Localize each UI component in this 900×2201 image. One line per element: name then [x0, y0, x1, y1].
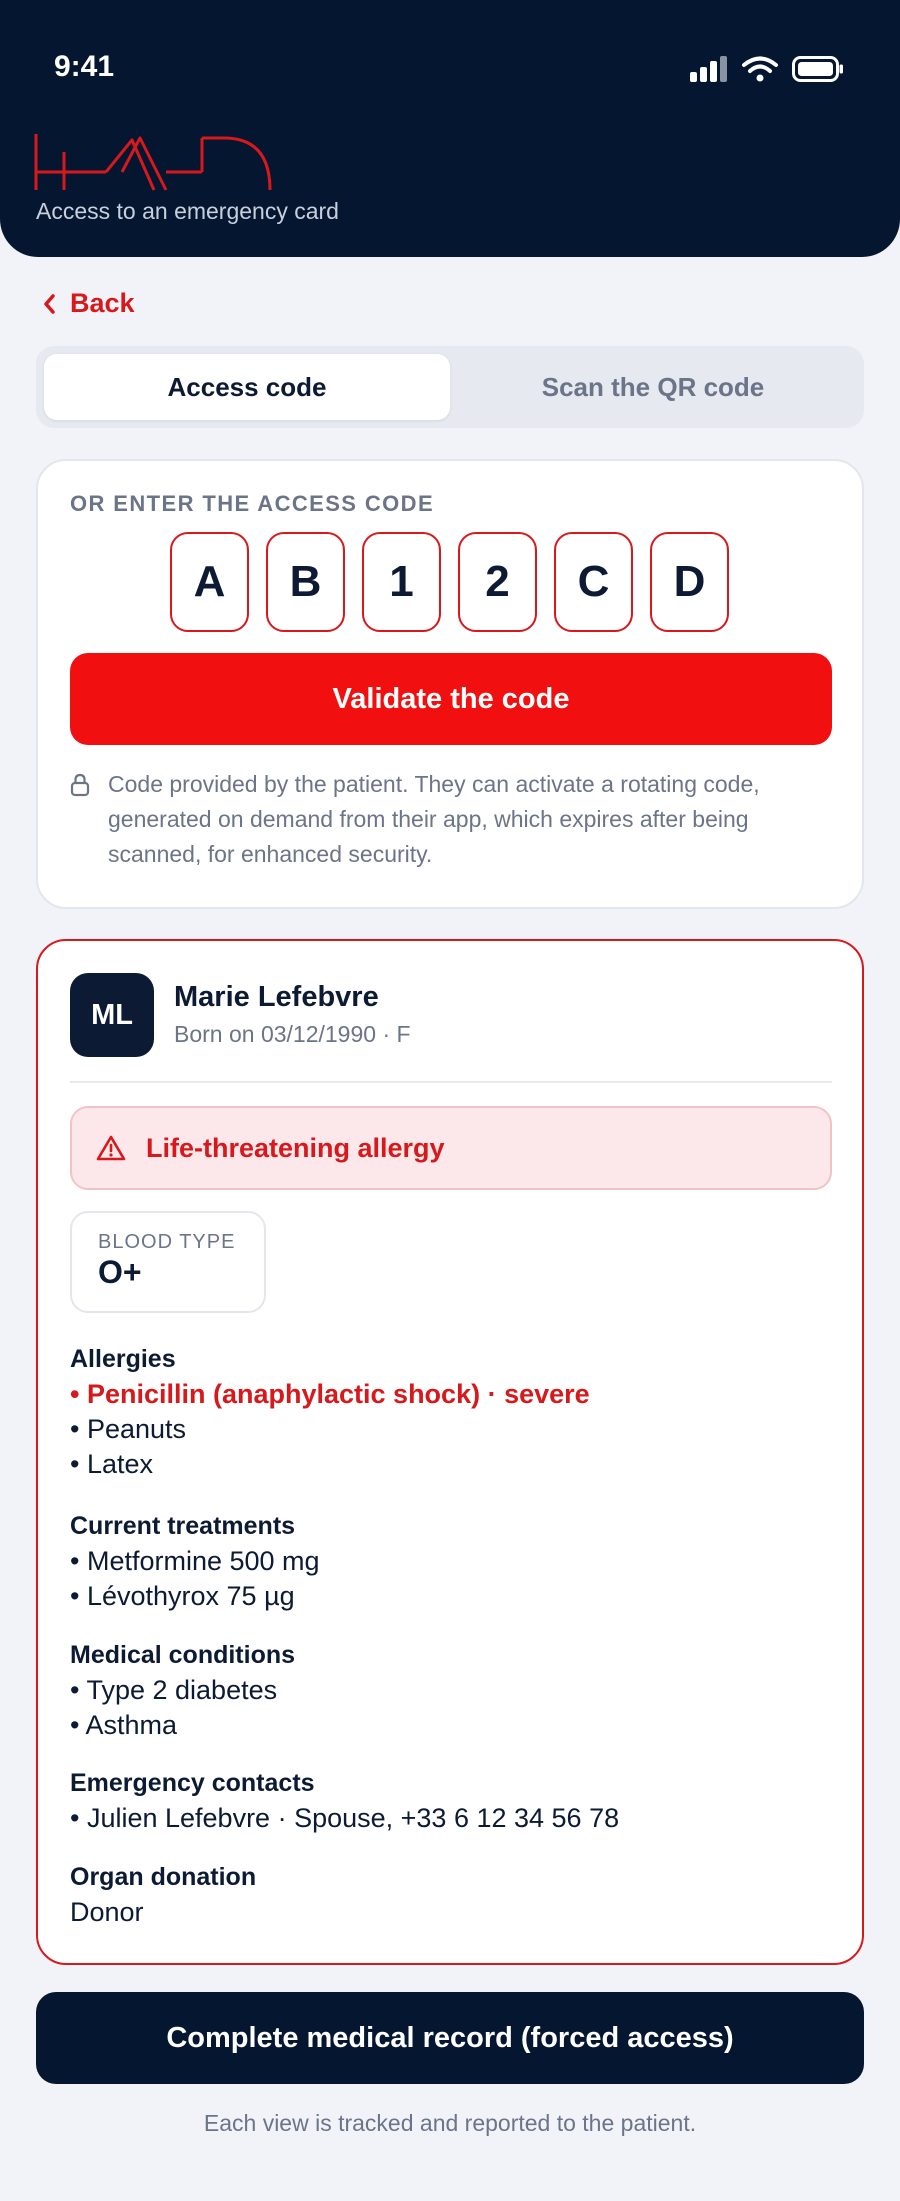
back-label: Back — [70, 288, 135, 318]
section-title: Medical conditions — [70, 1641, 296, 1669]
validate-code-button[interactable]: Validate the code — [70, 653, 832, 745]
section-title: Organ donation — [70, 1863, 257, 1891]
allergies-section — [70, 1341, 832, 1482]
list-item: • Julien Lefebvre · Spouse, +33 6 12 34 56 78 — [70, 1803, 620, 1833]
patient-name: Marie Lefebvre — [174, 981, 379, 1013]
status-icons — [690, 56, 844, 82]
organ-donation-value: Donor — [70, 1897, 144, 1927]
code-char-input[interactable]: 2 — [458, 532, 537, 632]
wifi-icon — [742, 56, 778, 82]
code-note — [70, 767, 832, 872]
patient-card — [36, 939, 864, 1965]
code-char-input[interactable]: C — [554, 532, 633, 632]
blood-type-label: BLOOD TYPE — [98, 1231, 236, 1253]
treatments-section — [70, 1508, 832, 1614]
forced-access-button[interactable]: Complete medical record (forced access) — [36, 1992, 864, 2084]
status-time: 9:41 — [54, 50, 115, 83]
access-method-tabs — [36, 346, 864, 428]
list-item: • Lévothyrox 75 µg — [70, 1581, 295, 1611]
app-logo — [34, 132, 274, 194]
lock-icon — [70, 773, 90, 797]
code-char-input[interactable]: D — [650, 532, 729, 632]
list-item: • Metformine 500 mg — [70, 1546, 320, 1576]
code-char-input[interactable]: A — [170, 532, 249, 632]
list-item: • Penicillin (anaphylactic shock) · severe — [70, 1379, 590, 1409]
code-char-input[interactable]: B — [266, 532, 345, 632]
tab-scan-qr-code[interactable]: Scan the QR code — [541, 371, 765, 402]
conditions-section — [70, 1637, 832, 1743]
app-header — [0, 0, 900, 257]
allergy-alert-text: Life-threatening allergy — [146, 1132, 445, 1163]
chevron-left-icon — [42, 293, 56, 315]
organ-donation-section — [70, 1859, 832, 1930]
signal-icon — [690, 56, 728, 82]
list-item: • Asthma — [70, 1710, 177, 1740]
code-char-input[interactable]: 1 — [362, 532, 441, 632]
access-code-label: OR ENTER THE ACCESS CODE — [70, 491, 435, 516]
access-code-inputs — [170, 532, 729, 632]
blood-type-badge — [70, 1211, 266, 1313]
section-title: Emergency contacts — [70, 1769, 315, 1797]
list-item: • Latex — [70, 1449, 154, 1479]
tab-access-code[interactable]: Access code — [44, 354, 450, 420]
section-title: Current treatments — [70, 1512, 296, 1540]
avatar: ML — [70, 973, 154, 1057]
patient-birth-info: Born on 03/12/1990 · F — [174, 1021, 411, 1047]
allergy-alert-banner — [70, 1106, 832, 1190]
access-code-card — [36, 459, 864, 909]
divider — [70, 1081, 832, 1083]
battery-icon — [792, 56, 844, 82]
blood-type-value: O+ — [98, 1254, 142, 1290]
tracking-note: Each view is tracked and reported to the patient. — [203, 2110, 697, 2136]
list-item: • Type 2 diabetes — [70, 1675, 278, 1705]
list-item: • Peanuts — [70, 1414, 187, 1444]
code-note-text: Code provided by the patient. They can activate a rotating code, generated on demand from their app, which expires after being scanned, for enhanced security. — [108, 771, 760, 867]
header-subtitle: Access to an emergency card — [36, 198, 339, 224]
section-title: Allergies — [70, 1345, 176, 1373]
warning-icon — [96, 1134, 126, 1162]
back-button[interactable] — [42, 288, 135, 319]
emergency-contacts-section — [70, 1765, 832, 1836]
